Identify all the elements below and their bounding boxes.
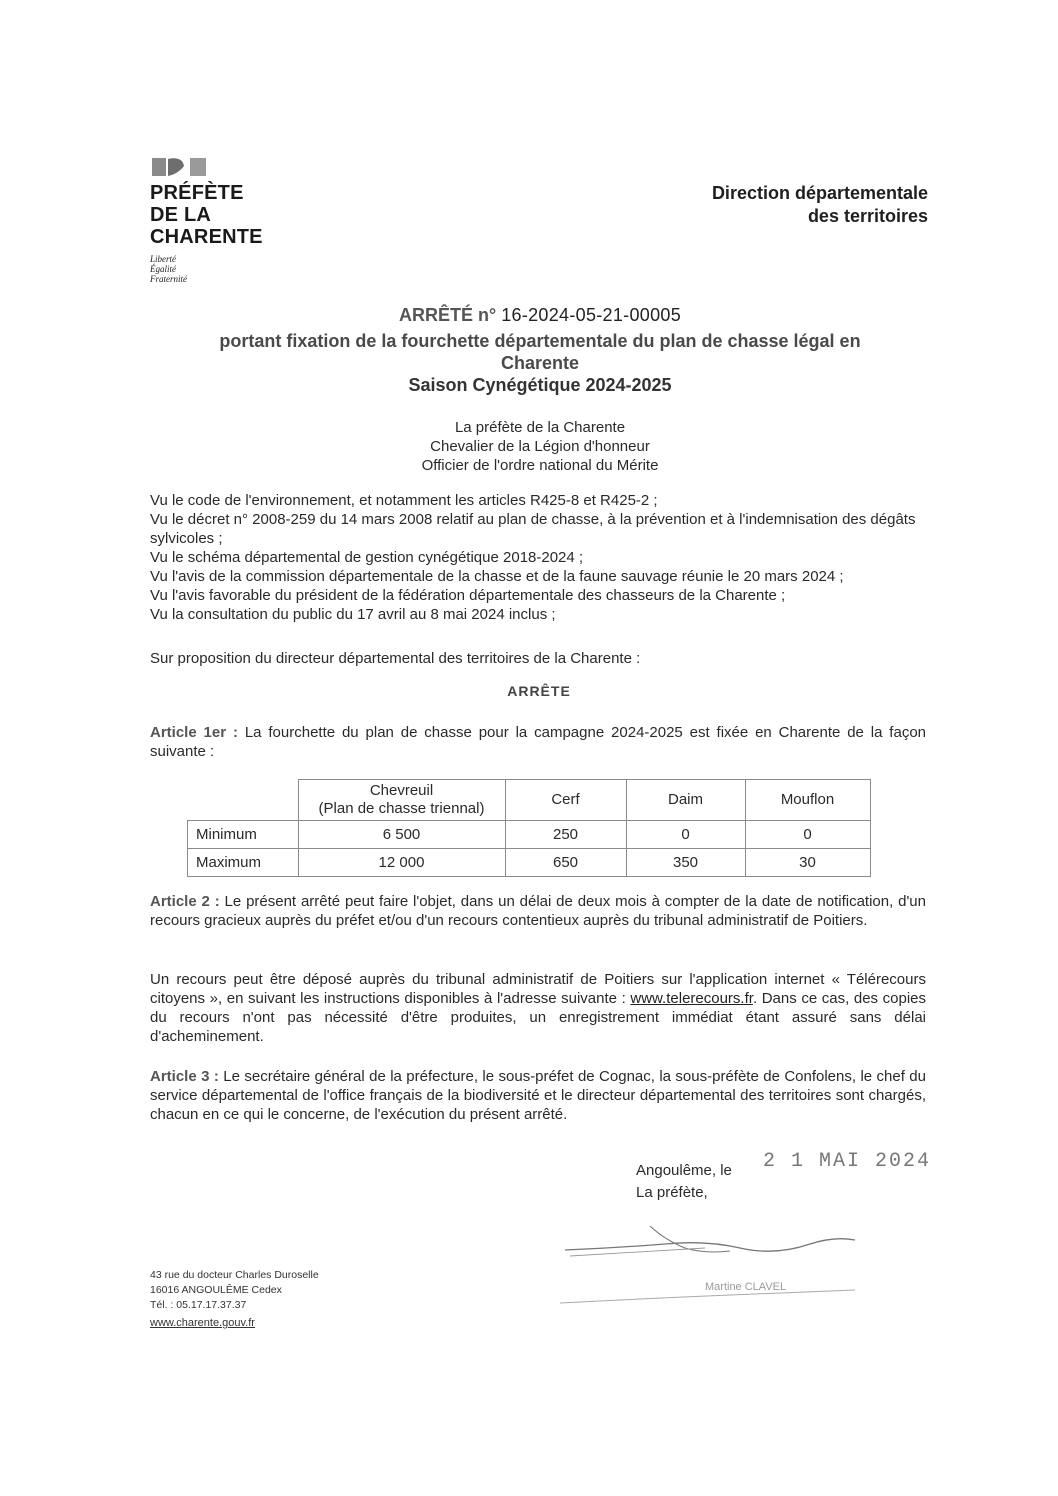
republic-motto <box>150 254 290 284</box>
signature-place-date: Angoulême, le <box>636 1162 732 1179</box>
logo-line-1: PRÉFÈTE <box>150 182 244 204</box>
marianne-icon <box>152 156 208 178</box>
article-2 <box>150 892 926 930</box>
table-cell: 650 <box>505 849 626 877</box>
article-1 <box>150 723 926 761</box>
footer-contact <box>150 1268 319 1331</box>
prefete-line-3: Officier de l'ordre national du Mérite <box>421 457 659 474</box>
row-label-minimum: Minimum <box>188 821 299 849</box>
logo-title <box>150 182 290 248</box>
date-stamp: 2 1 MAI 2024 <box>763 1150 932 1173</box>
visa-item: Vu la consultation du public du 17 avril au 8 mai 2024 inclus ; <box>150 606 556 623</box>
header-chevreuil-name: Chevreuil <box>369 782 434 799</box>
motto-egalite: Égalité <box>150 264 176 274</box>
logo-line-3: CHARENTE <box>150 226 263 248</box>
handwritten-signature <box>555 1218 865 1313</box>
prefecture-logo <box>150 156 290 284</box>
table-cell: 6 500 <box>298 821 505 849</box>
issuing-direction <box>628 182 928 228</box>
table-cell: 30 <box>745 849 870 877</box>
signatory-name: Martine CLAVEL <box>705 1281 787 1293</box>
direction-line-1: Direction départementale <box>711 183 928 203</box>
header-chevreuil <box>298 780 505 821</box>
recours-text-2: . Dans ce cas, des copies du recours n'ont pas nécessité d'être produites, un enregistrement immédiat étant assuré sans délai d'acheminement. <box>150 990 927 1045</box>
hunting-season: Saison Cynégétique 2024-2025 <box>408 375 672 395</box>
article-3 <box>150 1067 926 1124</box>
table-header-row <box>188 780 871 821</box>
table-corner <box>188 780 299 821</box>
table-cell: 0 <box>626 821 745 849</box>
footer-address-line: 16016 ANGOULÊME Cedex <box>150 1284 282 1296</box>
hunting-plan-table <box>187 779 871 877</box>
recours-text: Un recours peut être déposé auprès du tribunal administratif de Poitiers sur l'application internet « Télérecours citoyens », en suivant les instructions disponibles à l'adresse suivante : <box>150 971 926 1007</box>
motto-fraternite: Fraternité <box>150 274 187 284</box>
visa-item: Vu l'avis de la commission départementale de la chasse et de la faune sauvage réunie le 20 mars 2024 ; <box>150 568 844 585</box>
table-cell: 0 <box>745 821 870 849</box>
article-1-text: La fourchette du plan de chasse pour la campagne 2024-2025 est fixée en Charente de la façon suivante : <box>150 724 926 760</box>
arrete-number: 16-2024-05-21-00005 <box>501 305 682 325</box>
visa-item: Vu le code de l'environnement, et notamment les articles R425-8 et R425-2 ; <box>150 492 658 509</box>
visa-item: Vu le schéma départemental de gestion cynégétique 2018-2024 ; <box>150 549 584 566</box>
arrete-heading: ARRÊTE <box>507 683 571 699</box>
header-mouflon: Mouflon <box>745 780 870 821</box>
footer-phone: Tél. : 05.17.17.37.37 <box>150 1299 247 1311</box>
article-1-label: Article 1er : <box>150 724 238 741</box>
prefete-line-1: La préfète de la Charente <box>454 419 626 436</box>
prefete-line-2: Chevalier de la Légion d'honneur <box>430 438 650 455</box>
article-2-label: Article 2 : <box>150 893 220 910</box>
table-cell: 350 <box>626 849 745 877</box>
signature-role: La préfète, <box>636 1184 708 1201</box>
table-row <box>188 821 871 849</box>
article-3-label: Article 3 : <box>150 1068 219 1085</box>
header-daim: Daim <box>626 780 745 821</box>
footer-address-line: 43 rue du docteur Charles Duroselle <box>150 1269 319 1281</box>
direction-line-2: des territoires <box>807 206 928 226</box>
proposition: Sur proposition du directeur départemental des territoires de la Charente : <box>150 650 641 667</box>
article-3-text: Le secrétaire général de la préfecture, le sous-préfet de Cognac, la sous-préfète de Confolens, le chef du service départemental de l'office français de la biodiversité et le directeur départemental des territoires sont chargés, chacun en ce qui le concerne, de l'exécution du présent arrêté. <box>150 1068 926 1123</box>
table-cell: 250 <box>505 821 626 849</box>
signature-place <box>636 1160 732 1204</box>
title-block <box>190 305 890 396</box>
header-chevreuil-note: (Plan de chasse triennal) <box>318 800 485 817</box>
table-cell: 12 000 <box>298 849 505 877</box>
telerecours-link[interactable]: www.telerecours.fr <box>630 990 753 1007</box>
visa-item: Vu l'avis favorable du président de la fédération départementale des chasseurs de la Charente ; <box>150 587 786 604</box>
motto-liberte: Liberté <box>150 254 176 264</box>
recours-paragraph <box>150 970 926 1046</box>
logo-line-2: DE LA <box>150 204 211 226</box>
arrete-subject: portant fixation de la fourchette départementale du plan de chasse légal en Charente <box>219 331 861 373</box>
visas-list <box>150 491 928 624</box>
header-cerf: Cerf <box>505 780 626 821</box>
article-2-text: Le présent arrêté peut faire l'objet, dans un délai de deux mois à compter de la date de notification, d'un recours gracieux auprès du préfet et/ou d'un recours contentieux auprès du tribunal administratif de Poitiers. <box>150 893 926 929</box>
footer-website-link[interactable]: www.charente.gouv.fr <box>150 1317 255 1329</box>
prefete-titles <box>340 418 740 475</box>
arrete-number-line <box>190 305 890 326</box>
arrete-label: ARRÊTÉ n° <box>398 305 497 325</box>
row-label-maximum: Maximum <box>188 849 299 877</box>
table-row <box>188 849 871 877</box>
visa-item: Vu le décret n° 2008-259 du 14 mars 2008 relatif au plan de chasse, à la prévention et à l'indemnisation des dégâts sylvicoles ; <box>150 511 916 547</box>
